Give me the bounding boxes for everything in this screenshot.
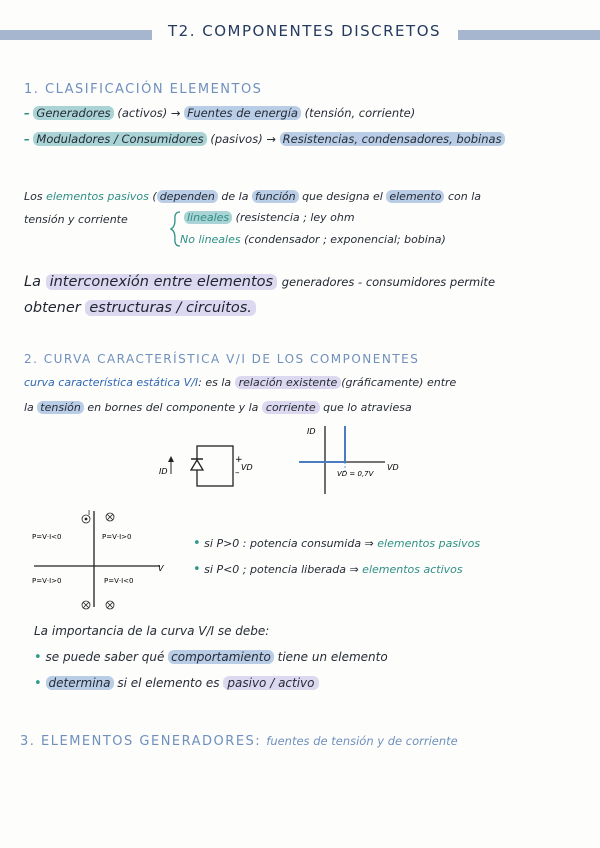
voltage-label: VD xyxy=(241,463,253,472)
term-passive-list: Resistencias, condensadores, bobinas xyxy=(280,132,505,146)
bullet-dot: • xyxy=(34,650,42,665)
term-determines: determina xyxy=(46,676,114,690)
row-bullet: – xyxy=(24,132,30,146)
diode-circuit xyxy=(155,440,265,492)
term-active: elementos activos xyxy=(362,563,463,576)
text: si el elemento es xyxy=(117,676,220,690)
curve-definition-line1 xyxy=(24,376,456,389)
term-relation: relación existente xyxy=(235,376,342,389)
title-bar-left xyxy=(0,30,152,40)
text: con la xyxy=(447,190,481,203)
bullet-dot: • xyxy=(193,536,201,551)
term-linear: lineales xyxy=(184,211,232,224)
axis-i: I xyxy=(88,509,91,517)
classification-row-generators xyxy=(24,106,415,120)
diode-iv-graph xyxy=(295,422,405,496)
quadrant-3-label: P=V·I>0 xyxy=(32,577,62,585)
passive-paragraph-line2: tensión y corriente xyxy=(24,213,128,226)
linear-line xyxy=(184,211,355,224)
passive-paragraph-line1 xyxy=(24,190,481,203)
bullet-dot: • xyxy=(34,676,42,691)
quadrant-diagram xyxy=(30,505,175,615)
term-depend: dependen xyxy=(157,190,218,203)
text: Los xyxy=(24,190,43,203)
term-element: elemento xyxy=(386,190,444,203)
threshold-label: VD = 0,7V xyxy=(337,470,374,478)
text: que lo atraviesa xyxy=(323,401,412,414)
term-generators-paren: (activos) xyxy=(117,106,168,120)
term-consumers-paren: (pasivos) xyxy=(210,132,263,146)
text: tiene un elemento xyxy=(277,650,388,664)
text: en bornes del componente y la xyxy=(87,401,259,414)
axis-v-label: VD xyxy=(387,463,399,472)
importance-point-1 xyxy=(34,650,388,665)
row-bullet: – xyxy=(24,106,30,120)
iv-curve xyxy=(299,426,345,462)
text: si P<0 ; potencia liberada ⇒ xyxy=(204,563,359,576)
diode-symbol xyxy=(191,460,203,470)
page-title: T2. COMPONENTES DISCRETOS xyxy=(168,22,442,40)
title-bar-right xyxy=(458,30,600,40)
text: : es la xyxy=(198,376,232,389)
axis-i-label: ID xyxy=(307,427,316,436)
text: (gráficamente) entre xyxy=(341,376,457,389)
arrow: → xyxy=(170,106,181,120)
quadrant-4-label: P=V·I<0 xyxy=(104,577,134,585)
section3-tail: fuentes de tensión y de corriente xyxy=(266,734,458,748)
current-direction-icon xyxy=(82,513,114,609)
term-static-curve: curva característica estática V/I xyxy=(24,376,199,389)
nonlinear-line xyxy=(180,233,446,246)
section1-heading: 1. CLASIFICACIÓN ELEMENTOS xyxy=(24,82,263,97)
text: si P>0 : potencia consumida ⇒ xyxy=(204,537,374,550)
term-tension: tensión xyxy=(37,401,84,414)
term-function: función xyxy=(252,190,299,203)
text: La xyxy=(24,274,41,290)
classification-row-consumers xyxy=(24,132,505,146)
section2-heading: 2. CURVA CARACTERÍSTICA V/I DE LOS COMPONENTES xyxy=(24,352,420,366)
term-consumers: Moduladores / Consumidores xyxy=(33,132,206,146)
plus-label: + xyxy=(235,455,243,465)
minus-label: – xyxy=(235,468,240,478)
section3-title: 3. ELEMENTOS GENERADORES: xyxy=(20,734,262,749)
section3-heading xyxy=(20,730,458,749)
text: generadores - consumidores permite xyxy=(281,275,496,289)
term-generators: Generadores xyxy=(33,106,113,120)
arrow: → xyxy=(266,132,276,146)
term-passive: elementos pasivos xyxy=(377,537,481,550)
importance-heading: La importancia de la curva V/I se debe: xyxy=(34,624,270,638)
nonlinear-detail: (condensador ; exponencial; bobina) xyxy=(244,233,446,246)
term-passive-active: pasivo / activo xyxy=(223,676,318,690)
linear-detail: (resistencia ; ley ohm xyxy=(235,211,355,224)
text: el xyxy=(373,190,383,203)
curve-definition-line2 xyxy=(24,401,412,414)
term-energy-detail: (tensión, corriente) xyxy=(304,106,416,120)
term-passive-elements: elementos pasivos xyxy=(46,190,149,203)
power-bullet-active xyxy=(193,562,463,577)
quadrant-1-label: P=V·I>0 xyxy=(102,533,132,541)
interconnection-line1 xyxy=(24,274,495,290)
text: ( xyxy=(152,190,157,203)
term-nonlinear: No lineales xyxy=(180,233,241,246)
importance-point-2 xyxy=(34,676,319,691)
text: obtener xyxy=(24,300,81,316)
term-interconnection: interconexión entre elementos xyxy=(46,274,278,290)
text: la xyxy=(24,401,34,414)
term-structures: estructuras / circuitos. xyxy=(85,300,256,316)
bullet-dot: • xyxy=(193,562,201,577)
quadrant-2-label: P=V·I<0 xyxy=(32,533,62,541)
text: se puede saber qué xyxy=(45,650,165,664)
axis-v: V xyxy=(158,564,164,573)
term-current: corriente xyxy=(262,401,320,414)
current-label: ID xyxy=(159,467,168,476)
term-behavior: comportamiento xyxy=(168,650,274,664)
term-energy-sources: Fuentes de energía xyxy=(184,106,301,120)
power-bullet-passive xyxy=(193,536,480,551)
text: de la xyxy=(221,190,249,203)
interconnection-line2 xyxy=(24,300,256,316)
circuit-loop xyxy=(197,446,233,486)
text: que designa xyxy=(302,190,370,203)
